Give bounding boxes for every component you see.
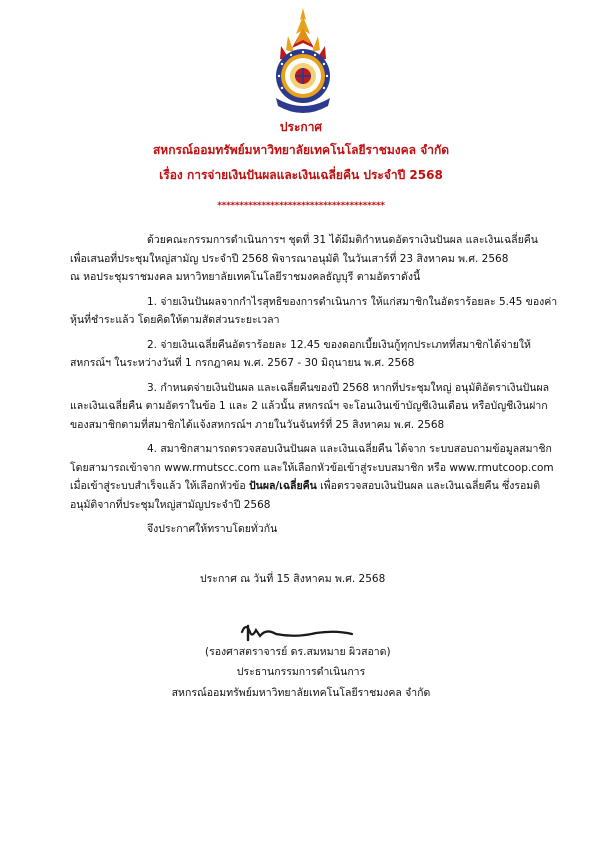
announcement-body <box>70 231 558 539</box>
intro-line: ณ หอประชุมราชมงคล มหาวิทยาลัยเทคโนโลยีราชมงคลธัญบุรี ตามอัตราดังนี้ <box>70 271 421 283</box>
intro-line: ด้วยคณะกรรมการดำเนินการฯ ชุดที่ 31 ได้มีมติกำหนดอัตราเงินปันผล และเงินเฉลี่ยคืน <box>147 234 538 246</box>
item-3-line: ของสมาชิกตามที่สมาชิกได้แจ้งสหกรณ์ฯ ภายในวันจันทร์ที่ 25 สิงหาคม พ.ศ. 2568 <box>70 418 445 431</box>
issue-date: ประกาศ ณ วันที่ 15 สิงหาคม พ.ศ. 2568 <box>200 573 386 585</box>
item-1-line: หุ้นที่ชำระแล้ว โดยคิดให้ตามสัดส่วนระยะเวลา <box>70 314 280 326</box>
item-4-text: เพื่อตรวจสอบเงินปันผล และเงินเฉลี่ยคืน ซึ่งรอมติ <box>316 480 541 492</box>
item-4-text: เมื่อเข้าสู่ระบบสำเร็จแล้ว ให้เลือกหัวข้อ <box>70 480 249 492</box>
signer-name: (รองศาสตราจารย์ ดร.สมหมาย ผิวสอาด) <box>205 646 391 658</box>
university-emblem-icon <box>266 6 340 114</box>
announcement-heading: ประกาศ <box>279 120 323 134</box>
star-divider: ************************************** <box>217 201 385 211</box>
signer-position: ประธานกรรมการดำเนินการ <box>236 666 366 678</box>
dividend-menu-label: ปันผล/เฉลี่ยคืน <box>249 480 317 492</box>
item-1-line: 1. จ่ายเงินปันผลจากกำไรสุทธิของการดำเนินการ ให้แก่สมาชิกในอัตราร้อยละ 5.45 ของค่า <box>147 295 558 308</box>
item-2-line: 2. จ่ายเงินเฉลี่ยคืนอัตราร้อยละ 12.45 ของดอกเบี้ยเงินกู้ทุกประเภทที่สมาชิกได้จ่ายให้ <box>147 338 531 351</box>
item-4-line: 4. สมาชิกสามารถตรวจสอบเงินปันผล และเงินเฉลี่ยคืน ได้จาก ระบบสอบถามข้อมูลสมาชิก <box>147 443 552 455</box>
item-4-line <box>70 477 550 496</box>
item-3-line: และเงินเฉลี่ยคืน ตามอัตราในข้อ 1 และ 2 แล้วนั้น สหกรณ์ฯ จะโอนเงินเข้าบัญชีเงินเดือน หรือบัญชีเงินฝาก <box>70 400 548 412</box>
organization-title: สหกรณ์ออมทรัพย์มหาวิทยาลัยเทคโนโลยีราชมงคล จำกัด <box>152 143 450 157</box>
item-4-line: อนุมัติจากที่ประชุมใหญ่สามัญประจำปี 2568 <box>70 498 271 511</box>
item-3-line: 3. กำหนดจ่ายเงินปันผล และเฉลี่ยคืนของปี 2568 หากที่ประชุมใหญ่ อนุมัติอัตราเงินปันผล <box>147 381 550 394</box>
signer-organization: สหกรณ์ออมทรัพย์มหาวิทยาลัยเทคโนโลยีราชมงคล จำกัด <box>171 687 431 699</box>
item-2-line: สหกรณ์ฯ ในระหว่างวันที่ 1 กรกฎาคม พ.ศ. 2567 - 30 มิถุนายน พ.ศ. 2568 <box>70 357 415 369</box>
item-4-line: โดยสามารถเข้าจาก www.rmutscc.com และให้เลือกหัวข้อเข้าสู่ระบบสมาชิก หรือ www.rmutcoop.com <box>70 461 554 474</box>
closing-line: จึงประกาศให้ทราบโดยทั่วกัน <box>147 523 278 535</box>
subject-title: เรื่อง การจ่ายเงินปันผลและเงินเฉลี่ยคืน ประจำปี 2568 <box>159 168 443 182</box>
intro-line: เพื่อเสนอที่ประชุมใหญ่สามัญ ประจำปี 2568 พิจารณาอนุมัติ ในวันเสาร์ที่ 23 สิงหาคม พ.ศ. 2568 <box>70 252 509 265</box>
